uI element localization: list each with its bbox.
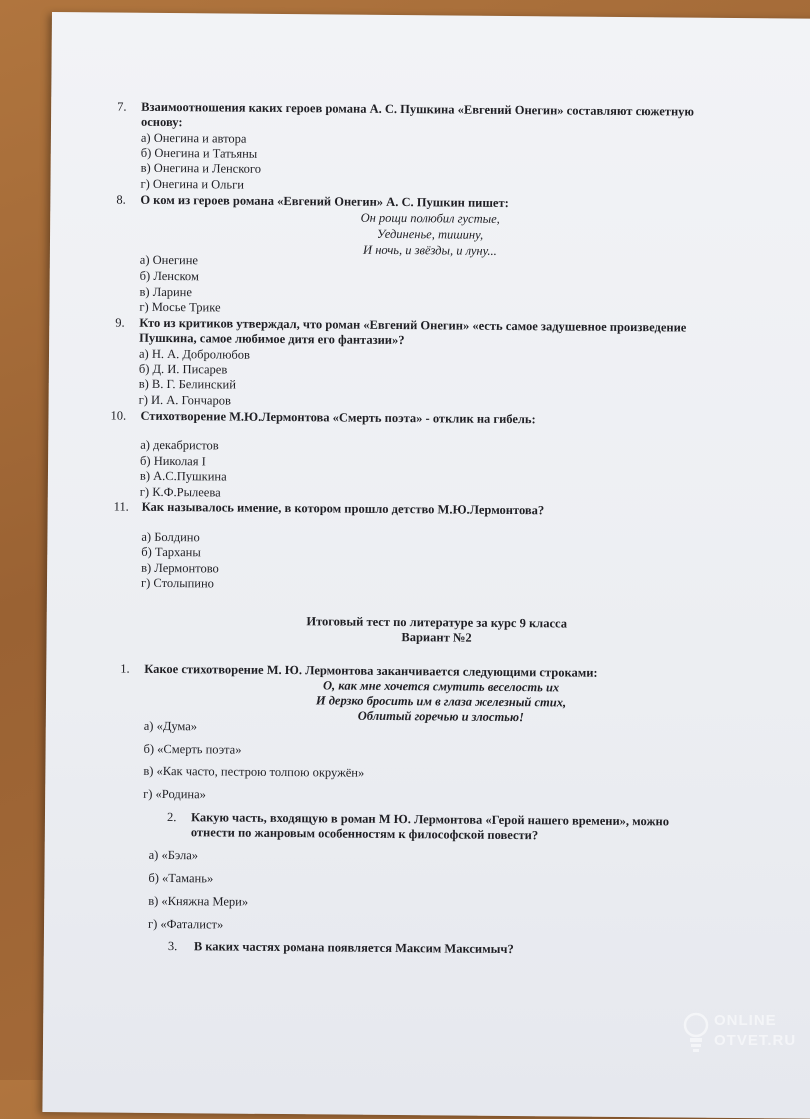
v2q2-option-a: а) «Бэла» xyxy=(148,847,199,863)
q8-option-d: г) Мосье Трике xyxy=(139,299,221,315)
q11-option-b: б) Тарханы xyxy=(141,544,201,560)
q8-option-a: а) Онегине xyxy=(139,252,199,268)
q10-option-c: в) А.С.Пушкина xyxy=(139,468,227,484)
watermark xyxy=(682,1010,797,1054)
watermark-line2: OTVET.RU xyxy=(714,1032,797,1049)
q7-option-a: а) Онегина и автора xyxy=(140,130,247,146)
v2q2-option-c: в) «Княжна Мери» xyxy=(148,893,249,909)
q7-option-b: б) Онегина и Татьяны xyxy=(140,145,258,161)
v2q1-option-c: в) «Как часто, пестрою толпою окружён» xyxy=(143,763,365,780)
v2q1-number: 1. xyxy=(120,661,130,676)
q7-text-line1: Взаимоотношения каких героев романа А. С. Пушкина «Евгений Онегин» составляют сюжетную xyxy=(141,99,695,119)
watermark-line1: ONLINE xyxy=(714,1012,777,1029)
q10-number: 10. xyxy=(110,408,127,423)
section-title: Итоговый тест по литературе за курс 9 класса xyxy=(306,614,568,631)
section-variant: Вариант №2 xyxy=(401,630,472,645)
v2q1-option-b: б) «Смерть поэта» xyxy=(143,741,242,757)
v2q2-text-line1: Какую часть, входящую в роман М Ю. Лермонтова «Герой нашего времени», можно xyxy=(190,810,670,829)
v2q1-quote-line3: Облитый горечью и злостью! xyxy=(357,708,524,725)
q9-option-d: г) И. А. Гончаров xyxy=(138,392,231,408)
q9-number: 9. xyxy=(115,315,125,330)
q10-option-d: г) К.Ф.Рылеева xyxy=(139,484,221,500)
q7-option-c: в) Онегина и Ленского xyxy=(140,160,262,176)
v2q2-number: 2. xyxy=(166,810,177,825)
q9-option-c: в) В. Г. Белинский xyxy=(138,376,237,392)
q10-text: Стихотворение М.Ю.Лермонтова «Смерть поэта» - отклик на гибель: xyxy=(140,408,536,427)
q10-option-b: б) Николая I xyxy=(140,453,206,469)
q9-text-line2: Пушкина, самое любимое дитя его фантазии»? xyxy=(139,330,405,348)
q11-number: 11. xyxy=(113,499,129,514)
q8-option-c: в) Ларине xyxy=(139,284,193,300)
v2q1-option-a: а) «Дума» xyxy=(143,718,198,734)
v2q2-option-d: г) «Фаталист» xyxy=(147,916,224,932)
q8-number: 8. xyxy=(116,192,126,207)
q9-text-line1: Кто из критиков утверждал, что роман «Евгений Онегин» «есть самое задушевное произведение xyxy=(139,315,687,335)
q8-quote-line3: И ночь, и звёзды, и луну... xyxy=(363,242,497,258)
paper-sheet xyxy=(42,12,810,1119)
q7-text-line2: основу: xyxy=(140,114,183,130)
v2q3-text: В каких частях романа появляется Максим Максимыч? xyxy=(193,939,514,957)
q8-quote-line2: Уединенье, тишину, xyxy=(376,226,484,242)
q11-option-a: а) Болдино xyxy=(141,529,200,545)
v2q3-number: 3. xyxy=(167,939,178,954)
q8-option-b: б) Ленском xyxy=(139,268,199,284)
v2q1-option-d: г) «Родина» xyxy=(143,786,206,802)
q11-option-d: г) Столыпино xyxy=(140,575,215,591)
q9-option-b: б) Д. И. Писарев xyxy=(138,361,228,377)
v2q1-quote-line1: О, как мне хочется смутить веселость их xyxy=(322,678,560,695)
v2q2-text-line2: отнести по жанровым особенностям к философской повести? xyxy=(190,825,539,843)
q11-option-c: в) Лермонтово xyxy=(141,560,219,576)
q8-text: О ком из героев романа «Евгений Онегин» А. С. Пушкин пишет: xyxy=(140,192,509,210)
q10-option-a: а) декабристов xyxy=(140,437,219,453)
q7-number: 7. xyxy=(117,99,127,114)
v2q1-quote-line2: И дерзко бросить им в глаза железный стих, xyxy=(315,693,567,710)
q9-option-a: а) Н. А. Добролюбов xyxy=(138,346,251,362)
lightbulb-icon xyxy=(682,1010,710,1054)
q7-option-d: г) Онегина и Ольги xyxy=(140,176,245,192)
q11-text: Как называлось имение, в котором прошло детство М.Ю.Лермонтова? xyxy=(141,499,545,518)
q8-quote-line1: Он рощи полюбил густые, xyxy=(360,210,500,226)
v2q2-option-b: б) «Тамань» xyxy=(148,870,214,886)
v2q1-text: Какое стихотворение М. Ю. Лермонтова заканчивается следующими строками: xyxy=(144,661,598,680)
